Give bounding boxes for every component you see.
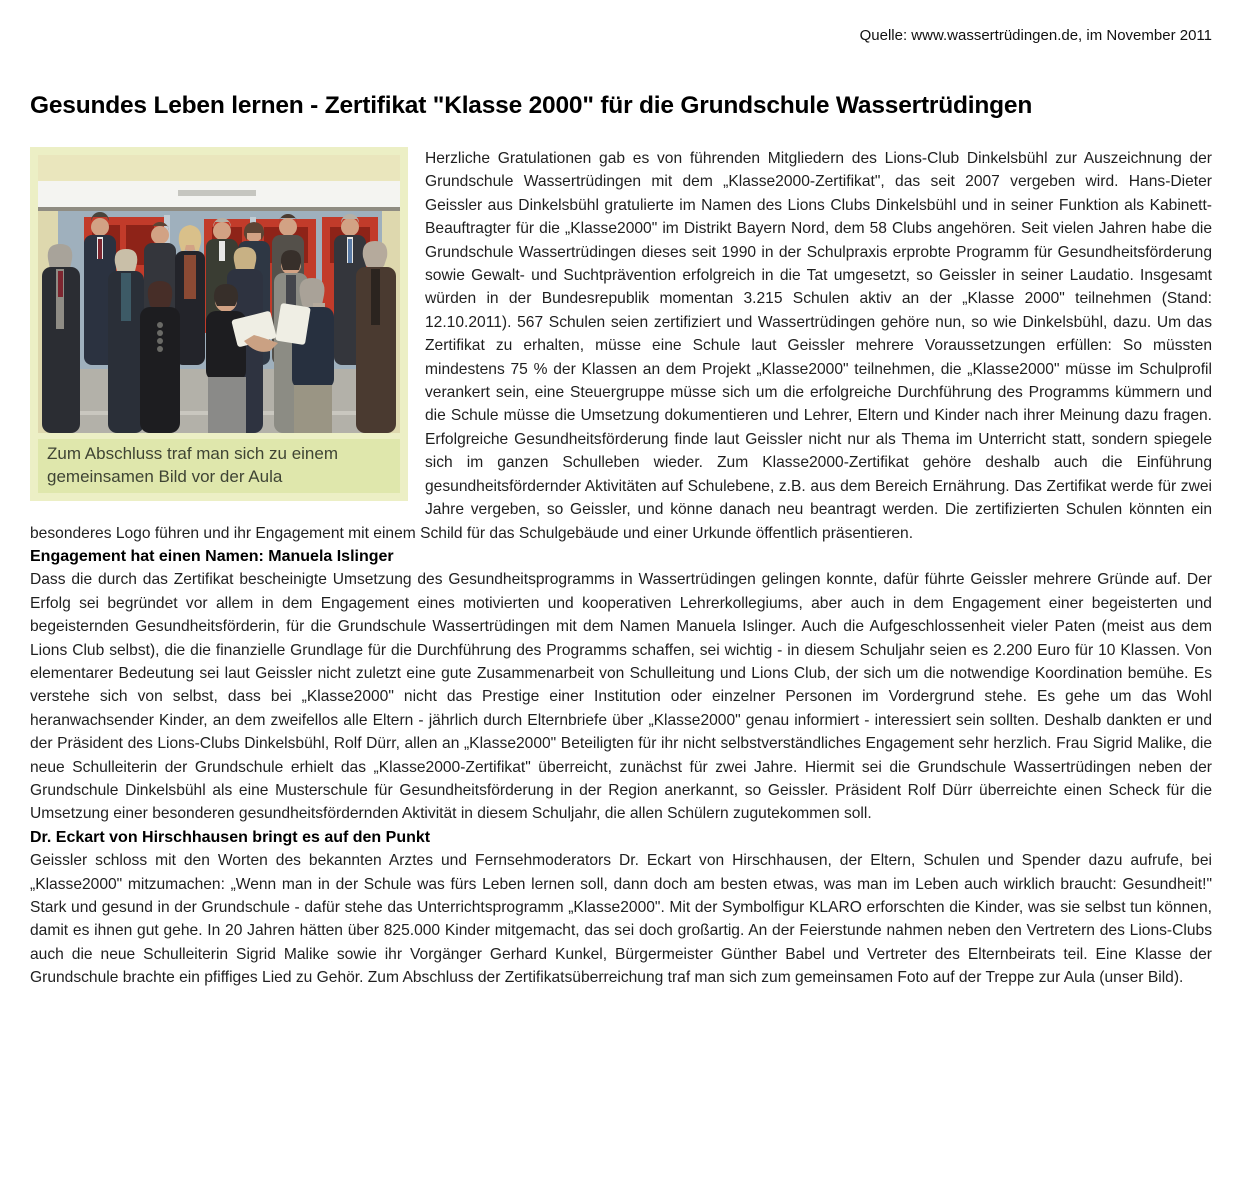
page-title: Gesundes Leben lernen - Zertifikat "Klasse 2000" für die Grundschule Wassertrüdingen — [30, 92, 1033, 119]
article-body — [30, 147, 1212, 990]
people-front-row — [140, 278, 334, 433]
photo-caption: Zum Abschluss traf man sich zu einem gemeinsamen Bild vor der Aula — [38, 439, 400, 493]
source-line: Quelle: www.wassertrüdingen.de, im November 2011 — [859, 27, 1212, 44]
group-photo — [38, 155, 400, 433]
subhead-engagement: Engagement hat einen Namen: Manuela Islinger — [30, 547, 394, 565]
subhead-hirschhausen: Dr. Eckart von Hirschhausen bringt es auf den Punkt — [30, 828, 431, 846]
photo-figure — [30, 147, 408, 501]
paragraph-1: Herzliche Gratulationen gab es von führenden Mitgliedern des Lions-Club Dinkelsbühl zur Auszeichnung der Grundschule Wassertrüdingen mit dem „Klasse2000-Zertifikat", das seit 2007 vergeben wird. Hans-Dieter Geissler aus Dinkelsbühl gratulierte im Namen des Lions Clubs Dinkelsbühl und in seiner Funktion als Kabinett-Beauftragter für die „Klasse2000" im Distrikt Bayern Nord, dem 58 Clubs angehören. Seit vielen Jahren habe die Grundschule Wassertrüdingen dieses seit 1990 in der Schulpraxis erprobte Programm für Gesundheitsförderung sowie Gewalt- und Suchtprävention erfolgreich in die Tat umgesetzt, so Geissler in seiner Laudatio. Insgesamt würden in der Bundesrepublik momentan 3.215 Schulen aktiv an der „Klasse 2000" teilnehmen (Stand: 12.10.2011). 567 Schulen seien zertifiziert und Wassertrüdingen gehöre nun, so wie Dinkelsbühl, dazu. Um das Zertifikat zu erhalten, müsse eine Schule laut Geissler mehrere Voraussetzungen erfüllen: So müssten mindestens 75 % der Klassen an dem Projekt „Klasse2000" teilnehmen, die „Klasse2000" müsse im Schulprofil verankert sein, eine Steuergruppe müsse sich um die erfolgreiche Durchführung des Programms kümmern und die Schule müsse die Umsetzung dokumentieren und Lehrer, Eltern und Kinder nach ihrer Meinung dazu fragen. Erfolgreiche Gesundheitsförderung finde laut Geissler nicht nur als Thema im Unterricht statt, sondern spiegele sich im ganzen Schulleben wieder. Zum Klasse2000-Zertifikat gehöre deshalb auch die Einführung gesundheitsfördernder Aktivitäten auf Schulebene, z.B. aus dem Bereich Ernährung. Das Zertifikat werde für zwei Jahre vergeben, so Geissler, und könne danach neu beantragt werden. Die zertifizierten Schulen könnten ein besonderes Logo führen und ihr Engagement mit einem Schild für das Schulgebäude und einer Urkunde öffentlich präsentieren. — [30, 150, 1212, 542]
paragraph-3: Geissler schloss mit den Worten des bekannten Arztes und Fernsehmoderators Dr. Eckart von Hirschhausen, der Eltern, Schulen und Spender dazu aufrufe, bei „Klasse2000" mitzumachen: „Wenn man in der Schule was fürs Leben lernen soll, dann doch am besten etwas, was man im Leben auch wirklich braucht: Gesundheit!" Stark und gesund in der Grundschule - dafür stehe das Unterrichtsprogramm „Klasse2000". Mit der Symbolfigur KLARO erforschten die Kinder, was sie selbst tun können, damit es ihnen gut gehe. In 20 Jahren hätten über 825.000 Kinder mitgemacht, das sei doch großartig. An der Feierstunde nahmen neben den Vertretern des Lions-Clubs auch die neue Schulleiterin Sigrid Malike sowie ihr Vorgänger Gerhard Kunkel, Bürgermeister Günther Babel und Vertreter des Elternbeirats teil. Eine Klasse der Grundschule brachte ein pfiffiges Lied zu Gehör. Zum Abschluss der Zertifikatsüberreichung traf man sich zum gemeinsamen Foto auf der Treppe zur Aula (unser Bild). — [30, 852, 1212, 987]
paragraph-2: Dass die durch das Zertifikat bescheinigte Umsetzung des Gesundheitsprogramms in Wassertrüdingen gelingen konnte, dafür führte Geissler mehrere Gründe auf. Der Erfolg sei begründet vor allem in dem Engagement eines motivierten und kooperativen Lehrerkollegiums, aber auch in dem Engagement einer begeisterten und begeisternden Gesundheitsförderin, für die Grundschule Wassertrüdingen mit dem Namen Manuela Islinger. Auch die Aufgeschlossenheit vieler Paten (meist aus dem Lions Club selbst), die die finanzielle Grundlage für die Durchführung des Programms schaffen, sei wichtig - in diesem Schuljahr seien es 2.200 Euro für 10 Klassen. Von elementarer Bedeutung sei laut Geissler nicht zuletzt eine gute Zusammenarbeit von Schulleitung und Lions Club, der sich um die notwendige Koordination bemühe. Es verstehe sich von selbst, dass bei „Klasse2000" nicht das Prestige einer Institution oder einzelner Personen im Vordergrund stehe. Es gehe um das Wohl heranwachsender Kinder, an dem zweifellos alle Eltern - jährlich durch Elternbriefe über „Klasse2000" genau informiert - interessiert sein sollten. Deshalb dankten er und der Präsident des Lions-Clubs Dinkelsbühl, Rolf Dürr, allen an „Klasse2000" Beteiligten für ihr nicht selbstverständliches Engagement sehr herzlich. Frau Sigrid Malike, die neue Schulleiterin der Grundschule erhielt das „Klasse2000-Zertifikat" überreicht, zunächst für zwei Jahre. Hiermit sei die Grundschule Wassertrüdingen neben der Grundschule Dinkelsbühl als eine Musterschule für Gesundheitsförderung in der Region anerkannt, so Geissler. Präsident Rolf Dürr überreichte einen Scheck für die Umsetzung einer besonderen gesundheitsfördernden Aktivität in diesem Schuljahr, die allen Schülern zugutekommen soll. — [30, 571, 1212, 823]
